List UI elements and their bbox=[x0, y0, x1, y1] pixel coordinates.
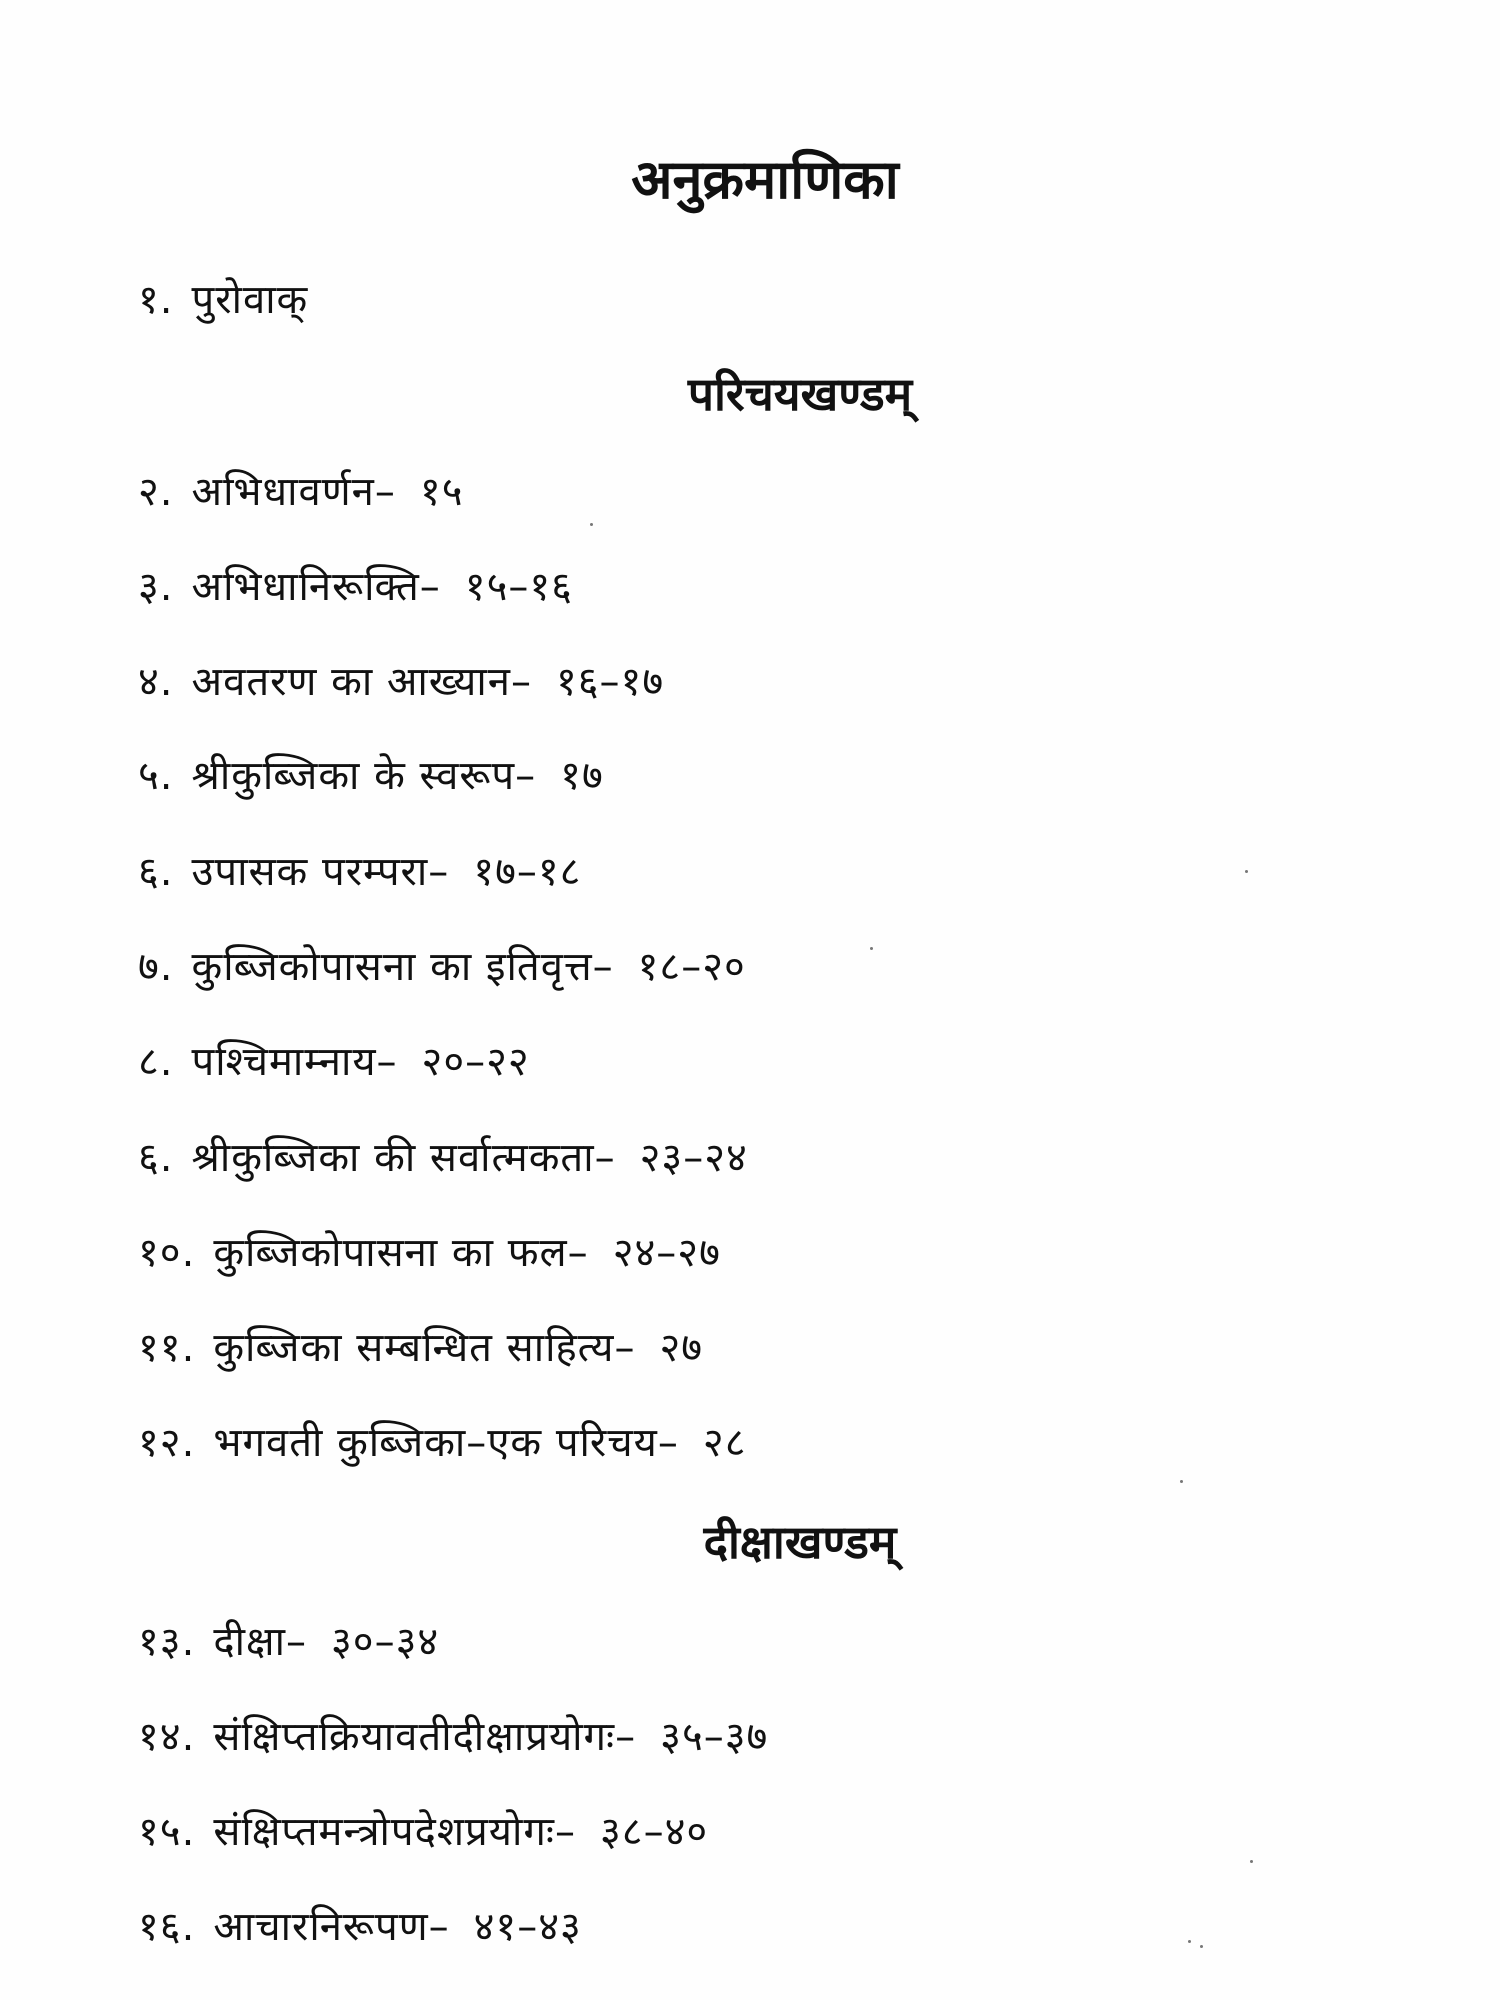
entry-number: ४. bbox=[138, 659, 174, 705]
entry-title: भगवती कुब्जिका–एक परिचय– bbox=[213, 1420, 679, 1466]
toc-entry bbox=[138, 1707, 768, 1762]
entry-pages: १७ bbox=[560, 753, 604, 799]
toc-entry bbox=[138, 1802, 708, 1857]
scan-speck bbox=[870, 947, 873, 950]
entry-title: संक्षिप्तमन्त्रोपदेशप्रयोगः– bbox=[213, 1809, 576, 1855]
toc-entry bbox=[138, 1128, 748, 1183]
entry-title: कुब्जिकोपासना का फल– bbox=[213, 1230, 589, 1276]
page-title: अनुक्रमाणिका bbox=[631, 148, 899, 211]
toc-entry bbox=[138, 1413, 747, 1468]
section-heading-diksha: दीक्षाखण्डम् bbox=[703, 1515, 897, 1569]
section-heading-parichay: परिचयखण्डम् bbox=[687, 367, 913, 421]
scan-speck bbox=[1188, 1940, 1191, 1943]
toc-entry bbox=[138, 1318, 703, 1373]
entry-number: ८. bbox=[138, 1039, 174, 1085]
toc-entry bbox=[138, 557, 573, 612]
entry-title: उपासक परम्परा– bbox=[191, 849, 450, 895]
entry-title: कुब्जिका सम्बन्धित साहित्य– bbox=[213, 1325, 636, 1371]
entry-title: कुब्जिकोपासना का इतिवृत्त– bbox=[191, 944, 614, 990]
toc-entry bbox=[138, 746, 604, 801]
entry-title: अभिधानिरूक्ति– bbox=[191, 564, 441, 610]
scan-speck bbox=[1245, 870, 1248, 873]
entry-number: १४. bbox=[138, 1714, 196, 1760]
entry-title: दीक्षा– bbox=[213, 1619, 307, 1665]
scan-speck bbox=[1200, 1945, 1203, 1948]
entry-title: पुरोवाक् bbox=[191, 277, 309, 323]
entry-number: १. bbox=[138, 277, 174, 323]
entry-number: ६. bbox=[138, 849, 174, 895]
toc-entry bbox=[138, 462, 464, 517]
entry-title: संक्षिप्तक्रियावतीदीक्षाप्रयोगः– bbox=[213, 1714, 637, 1760]
toc-entry bbox=[138, 1032, 530, 1087]
entry-pages: २३–२४ bbox=[639, 1135, 748, 1181]
entry-pages: १६–१७ bbox=[555, 659, 665, 705]
toc-entry bbox=[138, 652, 664, 707]
entry-pages: २४–२७ bbox=[612, 1230, 721, 1276]
entry-title: पश्चिमाम्नाय– bbox=[191, 1039, 398, 1085]
entry-title: श्रीकुब्जिका की सर्वात्मकता– bbox=[191, 1135, 616, 1181]
entry-pages: ४१–४३ bbox=[473, 1904, 582, 1950]
entry-number: १६. bbox=[138, 1904, 196, 1950]
toc-entry bbox=[138, 1897, 582, 1952]
entry-pages: १५–१६ bbox=[464, 564, 573, 610]
entry-number: १२. bbox=[138, 1420, 196, 1466]
entry-pages: २०–२२ bbox=[421, 1039, 530, 1085]
entry-number: ११. bbox=[138, 1325, 196, 1371]
entry-title: अभिधावर्णन– bbox=[191, 469, 396, 515]
scan-speck bbox=[1180, 1480, 1183, 1483]
entry-pages: ३०–३४ bbox=[330, 1619, 440, 1665]
toc-entry bbox=[138, 1223, 721, 1278]
entry-number: ६. bbox=[138, 1135, 174, 1181]
entry-number: ७. bbox=[138, 944, 174, 990]
entry-number: १३. bbox=[138, 1619, 196, 1665]
entry-title: अवतरण का आख्यान– bbox=[191, 659, 532, 705]
entry-number: १०. bbox=[138, 1230, 196, 1276]
entry-pages: १५ bbox=[419, 469, 464, 515]
entry-number: २. bbox=[138, 469, 174, 515]
scan-speck bbox=[590, 523, 593, 526]
toc-entry bbox=[138, 1612, 439, 1667]
toc-entry bbox=[138, 937, 746, 992]
entry-number: १५. bbox=[138, 1809, 196, 1855]
toc-entry bbox=[138, 842, 581, 897]
entry-title: आचारनिरूपण– bbox=[213, 1904, 450, 1950]
toc-entry bbox=[138, 270, 332, 325]
entry-pages: १७–१८ bbox=[473, 849, 582, 895]
entry-pages: ३८–४० bbox=[599, 1809, 709, 1855]
scan-speck bbox=[1250, 1860, 1253, 1863]
entry-number: ३. bbox=[138, 564, 174, 610]
entry-title: श्रीकुब्जिका के स्वरूप– bbox=[191, 753, 537, 799]
entry-number: ५. bbox=[138, 753, 174, 799]
entry-pages: १८–२० bbox=[637, 944, 746, 990]
entry-pages: २७ bbox=[659, 1325, 704, 1371]
entry-pages: २८ bbox=[702, 1420, 747, 1466]
entry-pages: ३५–३७ bbox=[660, 1714, 769, 1760]
